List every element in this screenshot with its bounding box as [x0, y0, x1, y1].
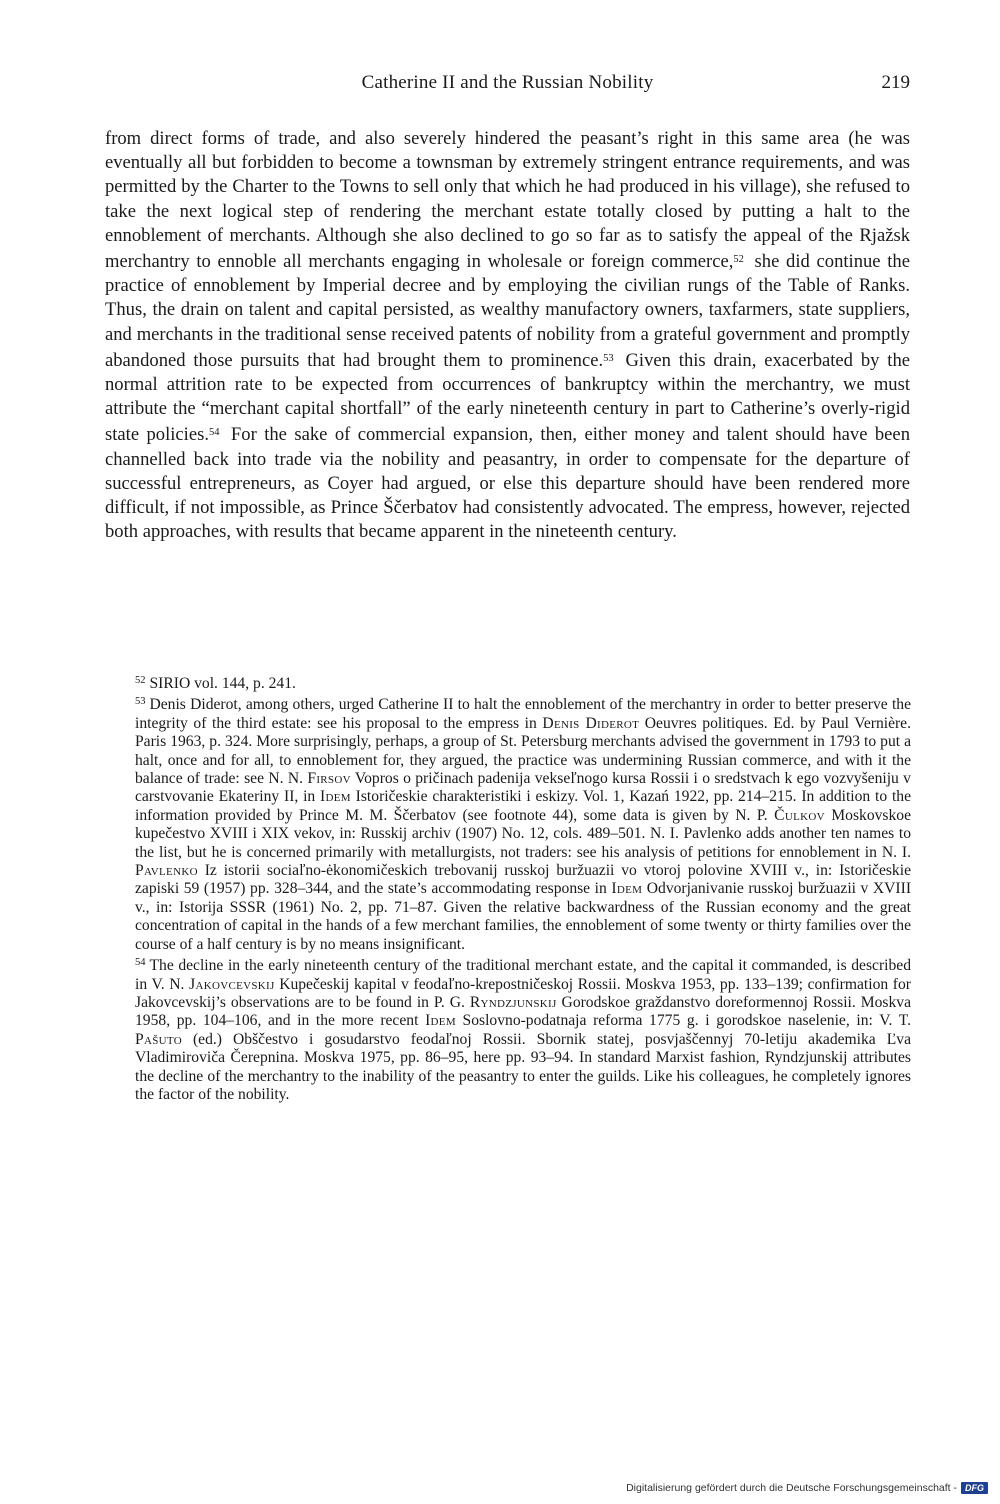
footnote-ref-52: 52 — [733, 254, 744, 266]
author-name: Denis Diderot — [542, 714, 640, 732]
footnote-text: Vopros o pričinach padenija vekseľnogo kursa Rossii i o sredstvach k ego vozvyšeniju v carstvovanie Ekateriny II, in — [135, 770, 911, 806]
footnote-text: Gorodskoe graždanstvo doreformennoj Rossii. Moskva 1958, pp. 104–106, and in the more recent — [135, 993, 911, 1030]
footnote-text: Oeuvres politiques. Ed. by Paul Vernière. Paris 1963, p. 324. More surprisingly, perhaps, a group of St. Petersburg merchants advised the government in 1793 to put a halt, once and for all, to ennoblement for, they argued, the practice was undermining Russian commerce, and with it the balance of trade: see N. N. — [135, 714, 912, 788]
footnote-text: SIRIO vol. 144, p. 241. — [149, 675, 296, 692]
footnote-text: Odvorjanivanie russkoj buržuazii v XVIII v., in: Istorija SSSR (1961) No. 2, pp. 71–87. Given the relative backwardness of the Russian economy and the great concentration of capital in the hands of a few merchant families, the ennoblement of some twenty or thirty families over the course of a half century is by no means insignificant. — [135, 880, 912, 953]
author-name: Firsov — [307, 770, 351, 788]
author-name: Idem — [320, 788, 351, 806]
body-text-part-2: she did continue the practice of ennoblement by Imperial decree and by employing the civilian rungs of the Table of Ranks. Thus, the drain on talent and capital persisted, as wealthy manufactory owners, taxfarmers, state suppliers, and merchants in the traditional sense received patents of nobility from a grateful government and promptly abandoned those pursuits that had brought them to prominence. — [105, 251, 910, 371]
author-name: Idem — [425, 1012, 456, 1030]
footnote-text: Soslovno-podatnaja reforma 1775 g. i gorodskoe naselenie, in: V. T. — [455, 1012, 911, 1030]
body-text-part-4: For the sake of commercial expansion, then, either money and talent should have been channelled back into trade via the nobility and peasantry, in order to compensate for the departure of successful entrepreneurs, as Coyer had argued, or else this departure should have been rendered more difficult, if not impossible, as Prince Ščerbatov had consistently advocated. The empress, however, rejected both approaches, with results that became apparent in the nineteenth century. — [105, 424, 910, 543]
footnote-54 — [135, 954, 911, 1104]
footnote-ref-54: 54 — [209, 427, 220, 439]
footnote-number: 54 — [135, 957, 146, 969]
body-text-part-3: Given this drain, exacerbated by the normal attrition rate to be expected from occurrences of bankruptcy within the merchantry, we must attribute the “merchant capital shortfall” of the early nineteenth century in part to Catherine’s overly-rigid state policies. — [105, 349, 910, 446]
credit-text: Digitalisierung gefördert durch die Deutsche Forschungsgemeinschaft - — [626, 1482, 957, 1494]
footnote-text: Kupečeskij kapital v feodaľno-krepostničeskoj Rossii. Moskva 1953, pp. 133–139; confirmation for Jakovcevskij’s observations are to be found in P. G. — [135, 975, 911, 1011]
footnote-text: Moskovskoe kupečestvo XVIII i XIX vekov, in: Russkij archiv (1907) No. 12, cols. 489–501. N. I. Pavlenko adds another ten names to the list, but he is concerned primarily with metallurgists, not traders: see his analysis of petitions for ennoblement in N. I. — [135, 806, 912, 861]
footnote-text: The decline in the early nineteenth century of the traditional merchant estate, and the capital it commanded, is described in V. N. — [135, 957, 911, 993]
author-name: Pavlenko — [135, 862, 198, 880]
author-name: Jakovcevskij — [189, 975, 275, 993]
main-text — [105, 127, 910, 544]
author-name: Idem — [611, 880, 643, 898]
body-paragraph — [105, 127, 910, 544]
footnote-text: (ed.) Obščestvo i gosudarstvo feodaľnoj Rossii. Sbornik statej, posvjaščennyj 70-letiju akademika Ľva Vladimiroviča Čerepnina. Moskva 1975, pp. 86–95, here pp. 93–94. In standard Marxist fashion, Ryndzjunskij attributes the decline of the merchantry to the inability of the peasantry to enter the guilds. Like his colleagues, he completely ignores the factor of the nobility. — [135, 1030, 911, 1103]
footnote-number: 52 — [135, 675, 146, 686]
footnote-text: Denis Diderot, among others, urged Catherine II to halt the ennoblement of the merchantry in order to better preserve the integrity of the third estate: see his proposal to the empress in — [135, 696, 911, 732]
footnotes — [135, 672, 911, 1104]
running-title: Catherine II and the Russian Nobility — [361, 72, 654, 93]
author-name: Čulkov — [774, 806, 825, 824]
footnote-number: 53 — [135, 696, 146, 708]
page-number: 219 — [881, 72, 910, 93]
digitization-credit — [626, 1482, 988, 1494]
footnote-53 — [135, 693, 911, 954]
footnote-text: Iz istorii sociaľno-ėkonomičeskich trebovanij russkoj buržuazii vo vtoroj polovine XVIII v., in: Istoričeskie zapiski 59 (1957) pp. 328–344, and the state’s accommodating response in — [135, 862, 911, 898]
running-head — [105, 72, 910, 100]
author-name: Pašuto — [135, 1030, 182, 1048]
footnote-text: Istoričeskie charakteristiki i eskizy. Vol. 1, Kazań 1922, pp. 214–215. In addition to the information provided by Prince M. M. Ščerbatov (see footnote 44), some data is given by N. P. — [135, 788, 911, 824]
dfg-logo-icon: DFG — [961, 1482, 988, 1494]
footnote-ref-53: 53 — [603, 352, 614, 364]
footnote-52 — [135, 672, 911, 693]
body-text-part-1: from direct forms of trade, and also severely hindered the peasant’s right in this same area (he was eventually all but forbidden to become a townsman by extremely stringent entrance requirements, and was permitted by the Charter to the Towns to sell only that which he had produced in his village), she refused to take the next logical step of rendering the merchant estate totally closed by putting a halt to the ennoblement of merchants. Although she also declined to go so far as to satisfy the appeal of the Rjažsk merchantry to ennoble all merchants engaging in wholesale or foreign commerce, — [105, 128, 910, 273]
author-name: Ryndzjunskij — [469, 993, 557, 1011]
